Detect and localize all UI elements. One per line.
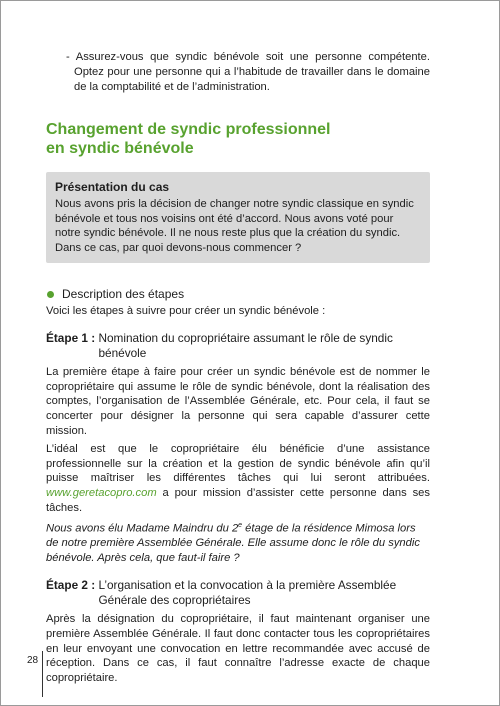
case-presentation-box bbox=[46, 172, 430, 263]
step-1-title bbox=[46, 331, 430, 361]
footer-divider bbox=[42, 651, 43, 697]
website-link[interactable]: www.geretacopro.com bbox=[46, 487, 157, 500]
case-text: Nous avons pris la décision de changer notre syndic classique en syndic bénévole et tous nos voisins ont été d’accord. Nous avons voté pour notre syndic bénévole. Il ne nous reste plus que la création du syndic. Dans ce cas, par quoi devons-nous commencer ? bbox=[55, 198, 414, 254]
section-title bbox=[46, 120, 430, 158]
step-1-label: Étape 1 : bbox=[46, 330, 96, 345]
section-title-line-1: Changement de syndic professionnel bbox=[46, 121, 331, 139]
step-1-title-text: Nomination du copropriétaire assumant le rôle de syndic bénévole bbox=[98, 330, 393, 360]
case-title: Présentation du cas bbox=[55, 180, 170, 195]
step-1-paragraph-2: L’idéal est que le copropriétaire élu bénéficie d’une assistance professionnelle sur la création et la gestion de syndic bénévole afin qu’il puisse maîtriser les différentes tâches qui lui seront attribuées. www.geretacopro.com a pour mission d’assister cette personne dans ses tâches. bbox=[46, 442, 430, 514]
step-2-title-text: L’organisation et la convocation à la première Assemblée Générale des copropriétaires bbox=[98, 577, 397, 607]
step-1-paragraph-1: La première étape à faire pour créer un syndic bénévole est de nommer le copropriétaire qui assume le rôle de syndic bénévole, dont la réalisation des comptes, l’organisation de l’Assemblée Générale, etc. Pour cela, il faut se concerter pour désigner la personne qui sera capable d’assurer cette mission. bbox=[46, 365, 430, 437]
step-2-title bbox=[46, 578, 430, 608]
section-title-line-2: en syndic bénévole bbox=[46, 140, 194, 158]
page-number: 28 bbox=[27, 655, 39, 666]
step-2-label: Étape 2 : bbox=[46, 577, 96, 592]
steps-heading bbox=[46, 287, 430, 302]
intro-bullet: - Assurez-vous que syndic bénévole soit une personne compétente. Optez pour une personne qui a l’habitude de travailler dans le domaine de la comptabilité et de l’administration. bbox=[66, 51, 430, 93]
steps-intro: Voici les étapes à suivre pour créer un syndic bénévole : bbox=[46, 305, 326, 318]
steps-heading-text: Description des étapes bbox=[62, 287, 185, 302]
step-2-paragraph-1: Après la désignation du copropriétaire, il faut maintenant organiser une première Assemblée Générale. Il faut donc contacter tous les copropriétaires en leur envoyant une convocation en lettre recommandée avec accusé de réception. Dans ce cas, il faut connaître l’adresse exacte de chaque copropriétaire. bbox=[46, 612, 430, 685]
page-content bbox=[46, 50, 430, 686]
step-1-example: Nous avons élu Madame Maindru du 2e étage de la résidence Mimosa lors de notre première Assemblée Générale. Elle assume donc le rôle du syndic bénévole. Après cela, que faut-il faire ? bbox=[46, 521, 420, 565]
bullet-dot-icon bbox=[47, 291, 54, 298]
